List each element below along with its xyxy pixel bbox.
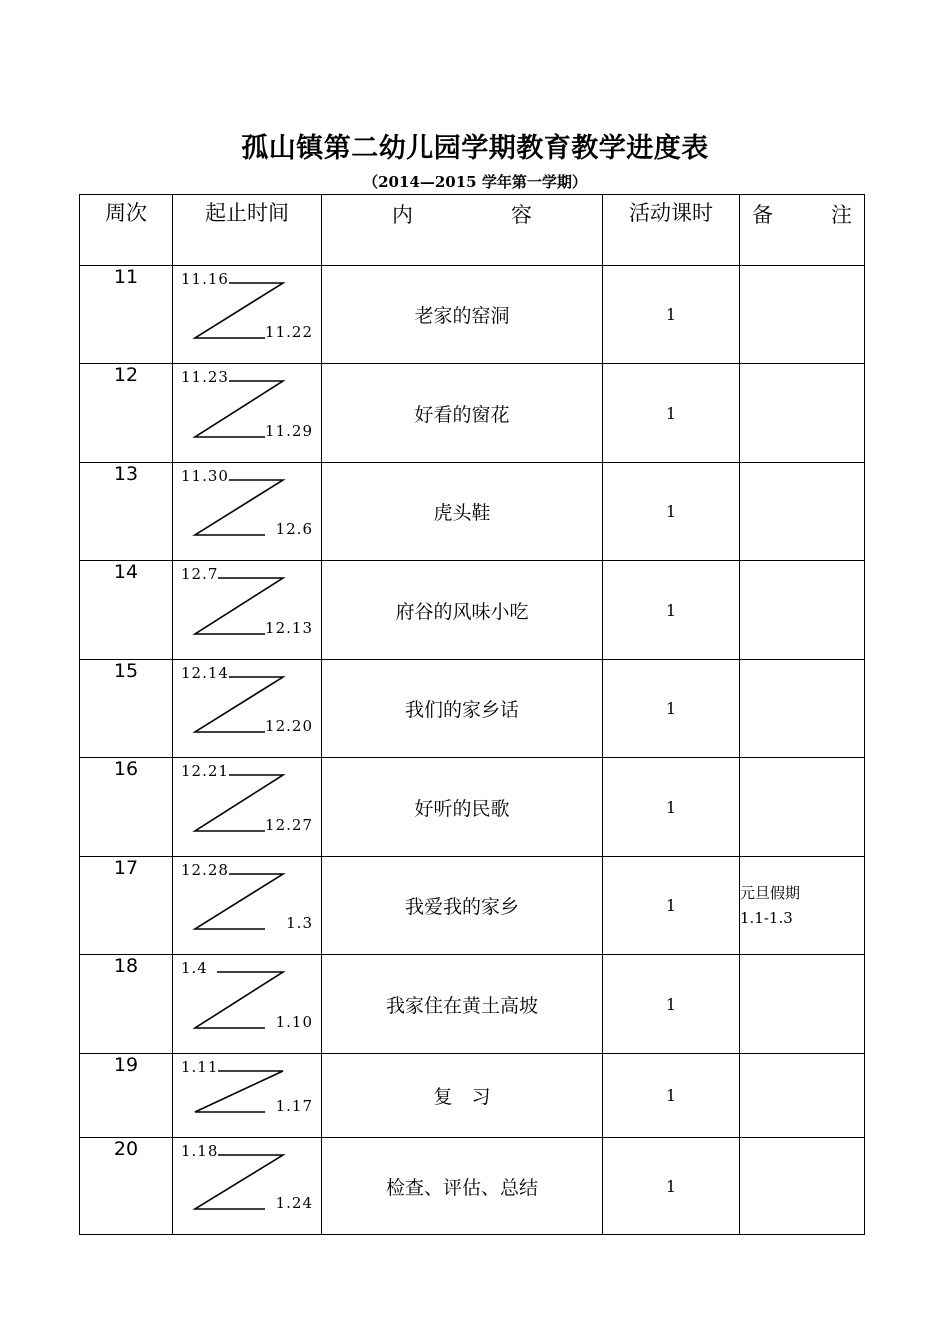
activity-hours: 1	[603, 660, 740, 758]
week-number: 17	[80, 857, 173, 955]
date-range	[173, 266, 322, 364]
table-row	[80, 660, 865, 758]
activity-topic: 府谷的风味小吃	[322, 561, 603, 660]
week-number: 13	[80, 463, 173, 561]
header-hours: 活动课时	[603, 195, 740, 266]
week-number: 20	[80, 1138, 173, 1235]
date-range	[173, 857, 322, 955]
start-date: 11.16	[181, 270, 229, 288]
end-date: 12.27	[265, 816, 313, 834]
note-cell	[740, 364, 865, 463]
start-date: 12.28	[181, 861, 229, 879]
activity-topic: 我们的家乡话	[322, 660, 603, 758]
table-row	[80, 364, 865, 463]
schedule-table	[79, 194, 865, 1235]
end-date: 1.24	[275, 1194, 313, 1212]
note-cell	[740, 857, 865, 955]
activity-hours: 1	[603, 561, 740, 660]
table-row	[80, 857, 865, 955]
start-date: 12.7	[181, 565, 219, 583]
activity-topic: 虎头鞋	[322, 463, 603, 561]
week-number: 19	[80, 1054, 173, 1138]
activity-topic: 检查、评估、总结	[322, 1138, 603, 1235]
table-row	[80, 955, 865, 1054]
note-cell	[740, 1054, 865, 1138]
date-range	[173, 1138, 322, 1235]
page-title: 孤山镇第二幼儿园学期教育教学进度表	[241, 133, 709, 164]
table-row	[80, 1138, 865, 1235]
start-date: 1.4	[181, 959, 208, 977]
z-bracket-icon	[187, 1068, 297, 1124]
end-date: 11.22	[265, 323, 313, 341]
activity-hours: 1	[603, 758, 740, 857]
header-week: 周次	[80, 195, 173, 266]
table-row	[80, 463, 865, 561]
note-cell	[740, 1138, 865, 1235]
date-range	[173, 955, 322, 1054]
table-row	[80, 266, 865, 364]
end-date: 12.20	[265, 717, 313, 735]
date-range	[173, 463, 322, 561]
end-date: 1.17	[275, 1097, 313, 1115]
table-row	[80, 1054, 865, 1138]
end-date: 12.13	[265, 619, 313, 637]
date-range	[173, 660, 322, 758]
activity-hours: 1	[603, 955, 740, 1054]
date-range	[173, 1054, 322, 1138]
activity-topic: 好听的民歌	[322, 758, 603, 857]
start-date: 1.18	[181, 1142, 219, 1160]
start-date: 11.23	[181, 368, 229, 386]
activity-topic: 我爱我的家乡	[322, 857, 603, 955]
note-cell	[740, 955, 865, 1054]
week-number: 15	[80, 660, 173, 758]
start-date: 11.30	[181, 467, 229, 485]
header-row	[80, 195, 865, 266]
note-line: 元旦假期	[740, 883, 801, 902]
activity-hours: 1	[603, 364, 740, 463]
date-range	[173, 758, 322, 857]
week-number: 11	[80, 266, 173, 364]
header-content: 内 容	[322, 195, 603, 266]
note-cell	[740, 463, 865, 561]
activity-hours: 1	[603, 857, 740, 955]
date-range	[173, 561, 322, 660]
date-range	[173, 364, 322, 463]
week-number: 16	[80, 758, 173, 857]
header-notes: 备 注	[740, 195, 865, 266]
week-number: 12	[80, 364, 173, 463]
week-number: 18	[80, 955, 173, 1054]
activity-topic: 我家住在黄土高坡	[322, 955, 603, 1054]
page-subtitle: （2014—2015 学年第一学期）	[363, 173, 587, 191]
end-date: 12.6	[275, 520, 313, 538]
activity-topic: 复 习	[322, 1054, 603, 1138]
header-period: 起止时间	[173, 195, 322, 266]
end-date: 1.10	[275, 1013, 313, 1031]
note-cell	[740, 660, 865, 758]
end-date: 11.29	[265, 422, 313, 440]
note-line: 1.1-1.3	[740, 908, 793, 927]
note-cell	[740, 758, 865, 857]
start-date: 12.21	[181, 762, 229, 780]
activity-hours: 1	[603, 1054, 740, 1138]
note-cell	[740, 561, 865, 660]
z-bracket-icon	[187, 871, 297, 941]
start-date: 12.14	[181, 664, 229, 682]
table-row	[80, 758, 865, 857]
activity-hours: 1	[603, 1138, 740, 1235]
start-date: 1.11	[181, 1058, 219, 1076]
table-row	[80, 561, 865, 660]
activity-hours: 1	[603, 463, 740, 561]
activity-hours: 1	[603, 266, 740, 364]
note-cell	[740, 266, 865, 364]
activity-topic: 好看的窗花	[322, 364, 603, 463]
week-number: 14	[80, 561, 173, 660]
activity-topic: 老家的窑洞	[322, 266, 603, 364]
end-date: 1.3	[286, 914, 313, 932]
